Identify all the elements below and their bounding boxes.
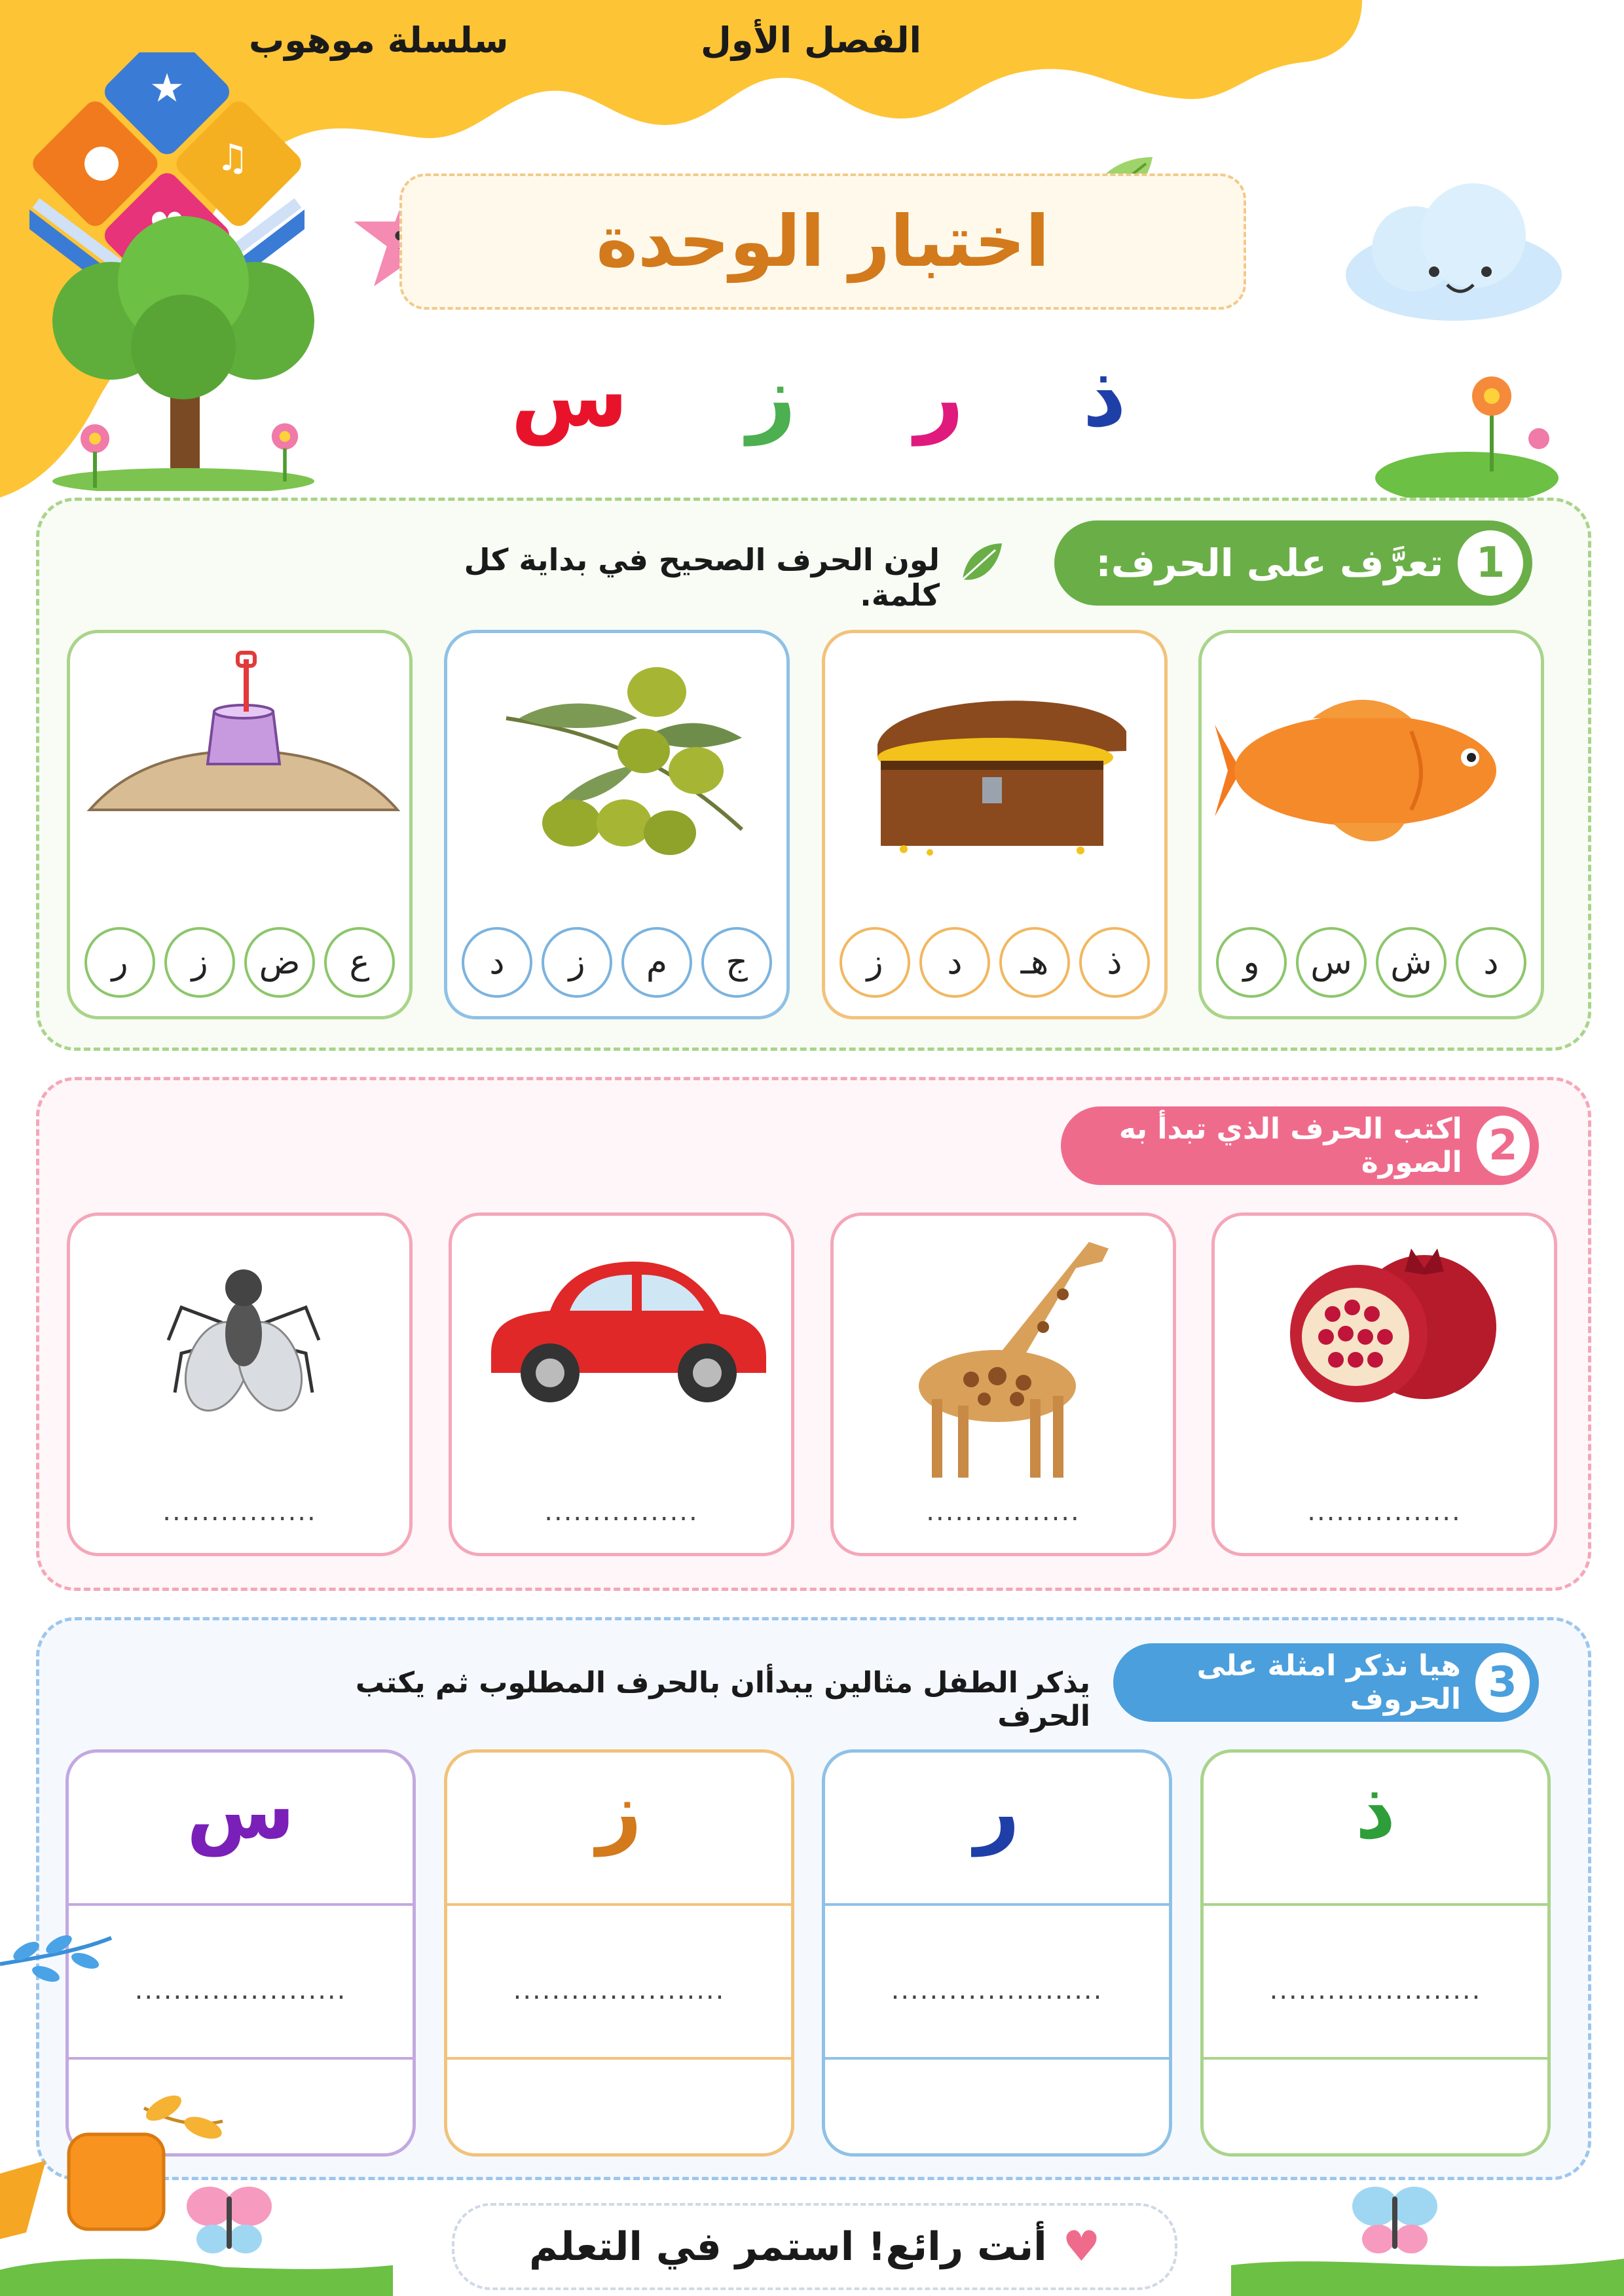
- letter-option[interactable]: د: [1456, 927, 1526, 998]
- section1-heading-pill: [1054, 520, 1532, 606]
- answer-blank[interactable]: ................: [162, 1497, 317, 1527]
- answer-blank[interactable]: ......................: [891, 1975, 1103, 2005]
- letter-option[interactable]: ز: [840, 927, 910, 998]
- footer-banner: [452, 2203, 1177, 2290]
- section1-instruction: لون الحرف الصحيح في بداية كل كلمة.: [464, 542, 940, 613]
- svg-text:★: ★: [149, 65, 185, 111]
- picture-card: [449, 1212, 794, 1556]
- title-banner: [399, 173, 1246, 310]
- letter-option[interactable]: د: [462, 927, 532, 998]
- unit-letter: ر: [915, 346, 964, 446]
- smiling-cloud-icon: [1336, 177, 1572, 327]
- svg-text:♫: ♫: [215, 137, 249, 179]
- fly-image: [155, 1242, 332, 1419]
- letter-option[interactable]: ج: [701, 927, 772, 998]
- letter-option[interactable]: هـ: [999, 927, 1070, 998]
- section3-heading-pill: [1113, 1643, 1539, 1722]
- fish-image: [1215, 685, 1536, 856]
- letter-option[interactable]: ز: [542, 927, 612, 998]
- pomegranate-image: [1274, 1242, 1509, 1412]
- section2-number: 2: [1477, 1116, 1530, 1176]
- letter-example-card: [1200, 1749, 1551, 2157]
- flower-icon: [56, 412, 134, 491]
- answer-blank[interactable]: ......................: [1269, 1975, 1482, 2005]
- flower-icon: [249, 412, 321, 484]
- section2-heading-pill: [1061, 1106, 1539, 1185]
- butterfly-icon: [1349, 2177, 1441, 2262]
- picture-card: [1211, 1212, 1557, 1556]
- section1-heading: تعرَّف على الحرف:: [1096, 541, 1443, 585]
- answer-blank[interactable]: ................: [544, 1497, 699, 1527]
- example-letter: ر: [974, 1766, 1020, 1857]
- example-letter: س: [186, 1766, 295, 1857]
- letter-example-card: [444, 1749, 794, 2157]
- section2-heading: اكتب الحرف الذي تبدأ به الصورة: [1118, 1112, 1462, 1179]
- section3-number: 3: [1475, 1652, 1530, 1713]
- picture-card: [830, 1212, 1176, 1556]
- picture-card: [67, 1212, 413, 1556]
- sand-bucket-image: [83, 646, 404, 856]
- example-letter: ذ: [1355, 1766, 1396, 1857]
- letter-option[interactable]: ز: [164, 927, 235, 998]
- car-image: [478, 1248, 773, 1412]
- letter-option[interactable]: ذ: [1079, 927, 1150, 998]
- series-label: سلسلة موهوب: [249, 20, 509, 61]
- recognize-card: [67, 630, 413, 1019]
- chapter-label: الفصل الأول: [701, 20, 921, 61]
- leaf-bullet-icon: [959, 540, 1005, 586]
- recognize-card: [822, 630, 1168, 1019]
- blue-leaves-icon: [0, 1899, 118, 2003]
- letter-option[interactable]: و: [1216, 927, 1287, 998]
- letter-option[interactable]: م: [621, 927, 692, 998]
- example-letter: ز: [596, 1766, 642, 1857]
- footer-text: أنت رائع! استمر في التعلم: [528, 2223, 1047, 2270]
- butterfly-icon: [183, 2177, 275, 2262]
- olive-branch-image: [493, 659, 755, 869]
- unit-letter: ذ: [1082, 346, 1126, 446]
- answer-blank[interactable]: ......................: [134, 1975, 347, 2005]
- section3-heading: هيا نذكر امثلة على الحروف: [1196, 1649, 1461, 1716]
- letter-option[interactable]: ع: [324, 927, 395, 998]
- answer-blank[interactable]: ................: [1307, 1497, 1462, 1527]
- letter-option[interactable]: س: [1296, 927, 1367, 998]
- answer-blank[interactable]: ................: [926, 1497, 1080, 1527]
- answer-blank[interactable]: ......................: [513, 1975, 726, 2005]
- recognize-card: [444, 630, 790, 1019]
- section1-number: 1: [1458, 530, 1523, 596]
- section3-instruction: يذكر الطفل مثالين يبدأان بالحرف المطلوب ثم يكتب الحرف: [355, 1666, 1090, 1733]
- unit-letter: س: [511, 346, 629, 446]
- letter-example-card: [822, 1749, 1172, 2157]
- recognize-card: [1198, 630, 1544, 1019]
- letter-option[interactable]: ض: [244, 927, 315, 998]
- letter-option[interactable]: ر: [84, 927, 155, 998]
- bush-flowers-icon: [1369, 367, 1565, 498]
- heart-icon: ♥: [1062, 2222, 1101, 2271]
- giraffe-image: [893, 1229, 1128, 1484]
- unit-letters: [511, 340, 1126, 452]
- unit-letter: ز: [747, 346, 796, 446]
- treasure-chest-image: [864, 672, 1139, 856]
- letter-option[interactable]: د: [919, 927, 990, 998]
- letter-option[interactable]: ش: [1376, 927, 1447, 998]
- page-title: اختبار الوحدة: [596, 200, 1050, 283]
